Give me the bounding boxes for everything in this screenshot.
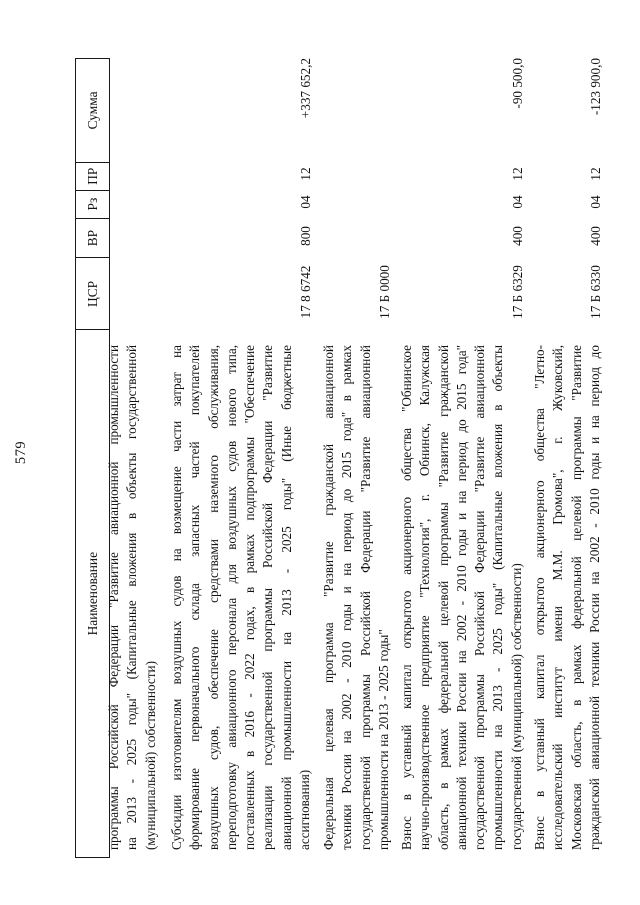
sum-value: -90 500,0 bbox=[509, 58, 525, 109]
text-line: на 2013 - 2025 годы" (Капитальные вложения в объекты государственной bbox=[124, 345, 140, 850]
text-line: реализации государственной программы Российской Федерации "Развитие bbox=[260, 345, 276, 850]
text-line: воздушных судов, обеспечение средствами наземного обслуживания, bbox=[205, 345, 221, 850]
column-header-name: Наименование bbox=[84, 551, 100, 636]
row-name-text bbox=[531, 345, 604, 850]
text-line: научно-производственное предприятие "Технология", г. Обнинск, Калужская bbox=[417, 345, 433, 850]
row-name-text bbox=[168, 345, 314, 850]
text-line: авиационной техники России на 2002 - 2010 годы и на период до 2015 года" bbox=[453, 345, 469, 850]
rz-value: 04 bbox=[297, 195, 313, 209]
vr-value: 800 bbox=[297, 226, 313, 246]
text-line: формирование первоначального склада запасных частей покупателей bbox=[187, 345, 203, 850]
text-line: государственной программы Российской Федерации "Развитие авиационной bbox=[357, 345, 373, 850]
rz-value: 04 bbox=[587, 195, 603, 209]
row-name-text bbox=[398, 345, 526, 850]
row-name-text bbox=[105, 345, 160, 850]
csr-value: 17 Б 0000 bbox=[376, 265, 392, 319]
text-line: поставленных в 2016 - 2022 годах, в рамках подпрограммы "Обеспечение bbox=[242, 345, 258, 850]
column-header-csr: ЦСР bbox=[76, 259, 109, 331]
vr-value: 400 bbox=[509, 226, 525, 246]
csr-value: 17 Б 6330 bbox=[587, 265, 603, 319]
rz-value: 04 bbox=[509, 195, 525, 209]
text-line: Взнос в уставный капитал открытого акционерного общества "Летно- bbox=[532, 345, 547, 850]
text-line: Взнос в уставный капитал открытого акционерного общества "Обнинское bbox=[399, 345, 414, 850]
csr-value: 17 8 6742 bbox=[297, 265, 313, 319]
column-header-pr: ПР bbox=[76, 163, 109, 191]
table-row bbox=[168, 0, 315, 905]
table-row bbox=[320, 0, 394, 905]
table-row bbox=[398, 0, 527, 905]
text-line: промышленности на 2013 - 2025 годы" bbox=[375, 629, 391, 850]
page-number: 579 bbox=[13, 440, 29, 465]
text-line: государственной (муниципальной) собственности) bbox=[508, 563, 524, 850]
column-header-rz: Рз bbox=[76, 191, 109, 219]
sum-value: -123 900,0 bbox=[587, 58, 603, 116]
text-line: исследовательский институт имени М.М. Громова", г. Жуковский, bbox=[550, 345, 566, 850]
text-line: государственной программы Российской Федерации "Развитие авиационной bbox=[472, 345, 488, 850]
table-row bbox=[531, 0, 605, 905]
text-line: Федеральная целевая программа "Развитие гражданской авиационной bbox=[321, 345, 336, 850]
sum-value: +337 652,2 bbox=[297, 58, 313, 119]
column-header-vr: ВР bbox=[76, 219, 109, 259]
vr-value: 400 bbox=[587, 226, 603, 246]
row-name-text bbox=[320, 345, 393, 850]
text-line: гражданской авиационной техники России на 2002 - 2010 годы и на период до bbox=[586, 345, 602, 850]
text-line: программы Российской Федерации "Развитие авиационной промышленности bbox=[106, 345, 121, 850]
text-line: (муниципальной) собственности) bbox=[142, 661, 158, 850]
text-line: авиационной промышленности на 2013 - 2025 годы" (Иные бюджетные bbox=[278, 345, 294, 850]
pr-value: 12 bbox=[587, 167, 603, 181]
text-line: область, в рамках федеральной целевой программы "Развитие гражданской bbox=[435, 345, 451, 850]
text-line: техники России на 2002 - 2010 годы и на период до 2015 года" в рамках bbox=[339, 345, 355, 850]
pr-value: 12 bbox=[297, 167, 313, 181]
text-line: Субсидии изготовителям воздушных судов на возмещение части затрат на bbox=[169, 345, 184, 850]
column-header-sum: Сумма bbox=[76, 59, 109, 163]
text-line: Московская область, в рамках федеральной целевой программы "Развитие bbox=[568, 345, 584, 850]
text-line: промышленности на 2013 - 2025 годы" (Капитальные вложения в объекты bbox=[490, 345, 506, 850]
table-row bbox=[105, 0, 160, 905]
csr-value: 17 Б 6329 bbox=[509, 265, 525, 319]
text-line: переподготовку авиационного персонала для воздушных судов нового типа, bbox=[223, 345, 239, 850]
text-line: ассигнования) bbox=[297, 769, 313, 850]
pr-value: 12 bbox=[509, 167, 525, 181]
